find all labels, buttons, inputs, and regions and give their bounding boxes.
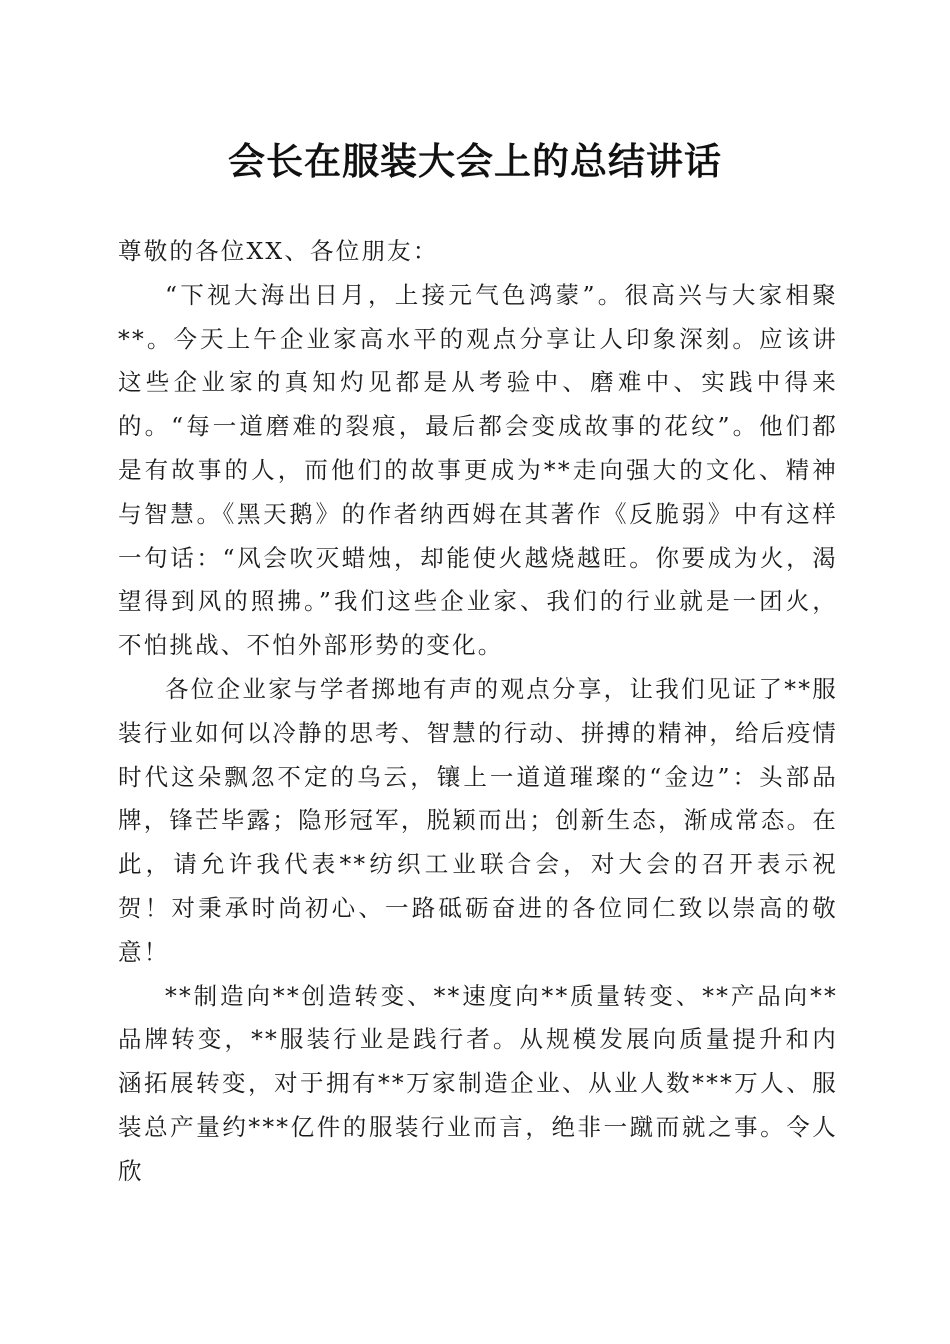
paragraph-1: “下视大海出日月，上接元气色鸿蒙”。很高兴与大家相聚**。今天上午企业家高水平的观点分享让人印象深刻。应该讲这些企业家的真知灼见都是从考验中、磨难中、实践中得来的。“每一道磨难的裂痕，最后都会变成故事的花纹”。他们都是有故事的人，而他们的故事更成为**走向强大的文化、精神与智慧。《黑天鹅》的作者纳西姆在其著作《反脆弱》中有这样一句话：“风会吹灭蜡烛，却能使火越烧越旺。你要成为火，渴望得到风的照拂。”我们这些企业家、我们的行业就是一团火，不怕挑战、不怕外部形势的变化。 (118, 280, 838, 660)
document-body (118, 230, 838, 1194)
paragraph-2: 各位企业家与学者掷地有声的观点分享，让我们见证了**服装行业如何以冷静的思考、智慧的行动、拼搏的精神，给后疫情时代这朵飘忽不定的乌云，镶上一道道璀璨的“金边”：头部品牌，锋芒毕露；隐形冠军，脱颖而出；创新生态，渐成常态。在此，请允许我代表**纺织工业联合会，对大会的召开表示祝贺！对秉承时尚初心、一路砥砺奋进的各位同仁致以崇高的敬意！ (118, 674, 838, 966)
paragraph-3: **制造向**创造转变、**速度向**质量转变、**产品向**品牌转变，**服装行业是践行者。从规模发展向质量提升和内涵拓展转变，对于拥有**万家制造企业、从业人数***万人、服装总产量约***亿件的服装行业而言，绝非一蹴而就之事。令人欣 (118, 981, 838, 1185)
salutation: 尊敬的各位XX、各位朋友： (118, 237, 439, 265)
document-title: 会长在服装大会上的总结讲话 (228, 139, 722, 183)
